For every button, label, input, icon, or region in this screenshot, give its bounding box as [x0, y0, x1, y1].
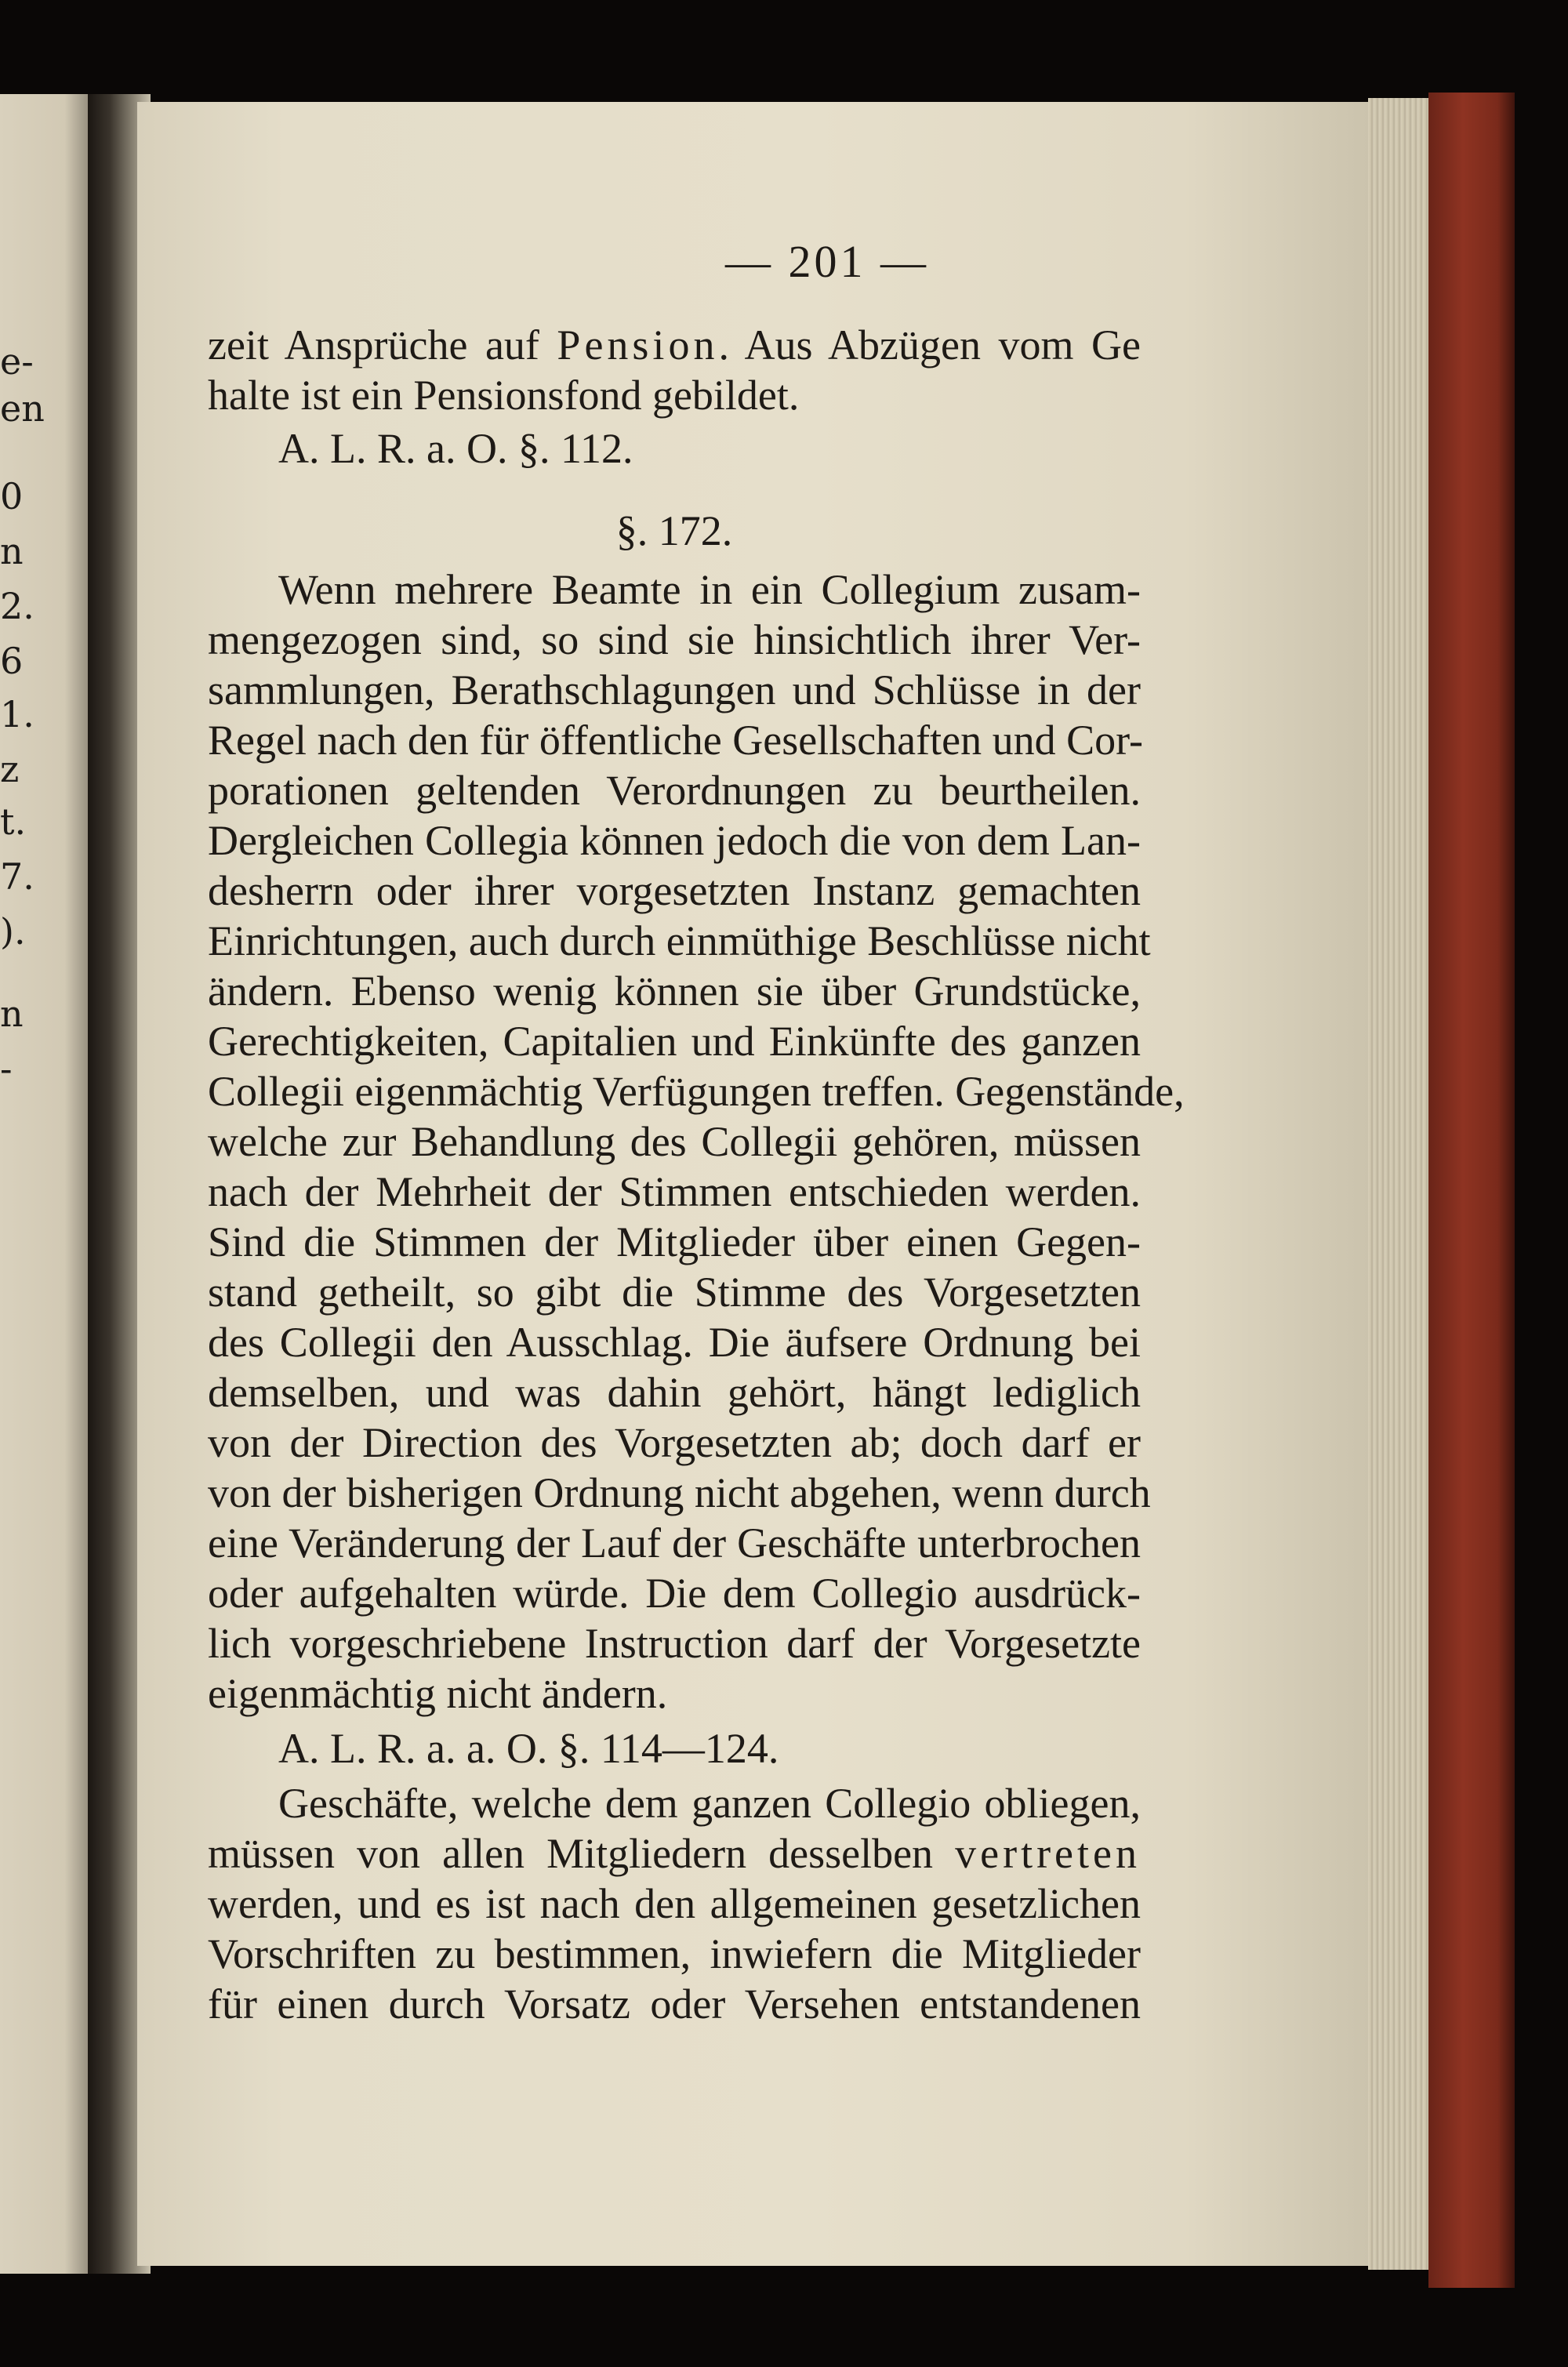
left-fragment: e-	[0, 340, 34, 383]
text-line: stand getheilt, so gibt die Stimme des Vorgesetzten	[208, 1269, 1141, 1316]
spaced-word: vertreten	[955, 1830, 1141, 1877]
text-line: Geschäfte, welche dem ganzen Collegio obliegen,	[278, 1780, 1141, 1827]
text-line: demselben, und was dahin gehört, hängt lediglich	[208, 1369, 1141, 1416]
text-line: oder aufgehalten würde. Die dem Collegio ausdrück-	[208, 1570, 1141, 1617]
text-line-content: zeit Ansprüche auf Pension. Aus Abzügen vom Ge	[208, 321, 1142, 368]
text-line: porationen geltenden Verordnungen zu beurtheilen.	[208, 767, 1141, 814]
spaced-word: Pension	[557, 321, 719, 368]
text-line	[208, 320, 1141, 370]
left-fragment: 6	[0, 640, 24, 682]
left-fragment: 1.	[0, 693, 34, 735]
text-line: welche zur Behandlung des Collegii gehören, müssen	[208, 1118, 1141, 1165]
text-line: ändern. Ebenso wenig können sie über Grundstücke,	[208, 967, 1141, 1015]
left-fragment: en	[0, 387, 45, 430]
page-number-header: — 201 —	[725, 236, 929, 287]
text-line: eigenmächtig nicht ändern.	[208, 1670, 668, 1717]
book-cover	[1428, 93, 1515, 2288]
text-line: Einrichtungen, auch durch einmüthige Beschlüsse nicht	[208, 917, 1151, 964]
text-line: von der Direction des Vorgesetzten ab; doch darf er	[208, 1419, 1141, 1466]
text-line: Collegii eigenmächtig Verfügungen treffen. Gegenstände,	[208, 1068, 1185, 1115]
text-line: Regel nach den für öffentliche Gesellschaften und Cor-	[208, 717, 1143, 764]
text-line: werden, und es ist nach den allgemeinen gesetzlichen	[208, 1880, 1141, 1927]
left-fragment: 2.	[0, 585, 34, 627]
text-line: Gerechtigkeiten, Capitalien und Einkünfte des ganzen	[208, 1018, 1141, 1065]
left-fragment: 7.	[0, 855, 34, 898]
section-heading: §. 172.	[615, 507, 733, 554]
text-line: lich vorgeschriebene Instruction darf der Vorgesetzte	[208, 1620, 1141, 1667]
left-fragment: ).	[0, 910, 26, 953]
left-fragment: -	[0, 1047, 13, 1090]
text-line: Sind die Stimmen der Mitglieder über einen Gegen-	[208, 1218, 1141, 1265]
text-line: Dergleichen Collegia können jedoch die von dem Lan-	[208, 817, 1141, 864]
text-line: eine Veränderung der Lauf der Geschäfte unterbrochen	[208, 1519, 1141, 1567]
text-line: halte ist ein Pensionsfond gebildet.	[208, 372, 800, 419]
text-line: müssen von allen Mitgliedern desselben vertreten	[208, 1830, 1141, 1877]
citation: A. L. R. a. O. §. 112.	[278, 425, 633, 472]
text-line: des Collegii den Ausschlag. Die äufsere Ordnung bei	[208, 1319, 1141, 1366]
page-edges	[1368, 98, 1431, 2270]
citation: A. L. R. a. a. O. §. 114—124.	[278, 1725, 779, 1772]
text-line: Vorschriften zu bestimmen, inwiefern die Mitglieder	[208, 1930, 1141, 1977]
text-line: mengezogen sind, so sind sie hinsichtlich ihrer Ver-	[208, 616, 1141, 663]
text-line: für einen durch Vorsatz oder Versehen entstandenen	[208, 1980, 1141, 2028]
text-line: desherrn oder ihrer vorgesetzten Instanz gemachten	[208, 867, 1141, 914]
left-page-edge	[0, 94, 93, 2274]
left-fragment: t.	[0, 800, 27, 843]
left-fragment: 0	[0, 475, 24, 517]
text-line: sammlungen, Berathschlagungen und Schlüsse in der	[208, 666, 1141, 713]
left-fragment: n	[0, 993, 24, 1035]
text-line: nach der Mehrheit der Stimmen entschieden werden.	[208, 1168, 1141, 1215]
left-fragment: z	[0, 748, 20, 790]
left-fragment: n	[0, 530, 24, 572]
text-line: Wenn mehrere Beamte in ein Collegium zusam-	[278, 566, 1141, 613]
text-line: von der bisherigen Ordnung nicht abgehen, wenn durch	[208, 1469, 1151, 1516]
